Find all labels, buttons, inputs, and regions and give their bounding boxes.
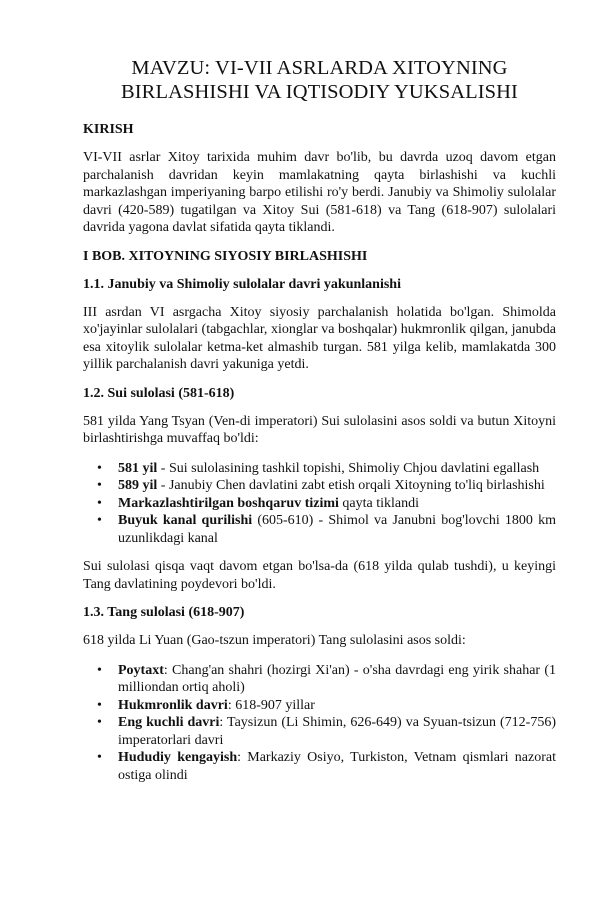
- list-item-bold: Buyuk kanal qurilishi: [118, 513, 253, 528]
- list-item: [83, 662, 556, 697]
- intro-heading: KIRISH: [83, 122, 134, 137]
- list-item-text: : Taysizun (Li Shimin, 626-649) va Syuan-tsizun (712-756) imperatorlari davri: [118, 715, 556, 748]
- list-item-bold: Poytaxt: [118, 662, 164, 678]
- list-item-text: - Sui sulolasining tashkil topishi, Shimoliy Chjou davlatini egallash: [157, 460, 540, 476]
- bullet-icon: •: [97, 750, 102, 765]
- list-item-text: qayta tiklandi: [338, 495, 419, 511]
- list-item-text: - Janubiy Chen davlatini zabt etish orqali Xitoyning to'liq birlashishi: [157, 478, 545, 493]
- section-1-2-heading: 1.2. Sui sulolasi (581-618): [83, 385, 235, 401]
- list-item-text: : 618-907 yillar: [227, 697, 315, 713]
- title-line-2: BIRLASHISHI VA IQTISODIY YUKSALISHI: [120, 81, 518, 103]
- list-item-bold: Markazlashtirilgan boshqaruv tizimi: [118, 495, 339, 511]
- tang-facts-list: [83, 662, 556, 785]
- section-1-2-closing-paragraph: Sui sulolasi qisqa vaqt davom etgan bo'lsa-da (618 yilda qulab tushdi), u keyingi Tang davlatining poydevori bo'ldi.: [83, 559, 556, 592]
- list-item: [83, 477, 556, 495]
- bullet-icon: •: [97, 715, 102, 730]
- section-1-2-paragraph: 581 yilda Yang Tsyan (Ven-di imperatori) Sui sulolasini asos soldi va butun Xitoyni birlashtirishga muvaffaq bo'ldi:: [83, 413, 556, 446]
- section-1-3-paragraph: 618 yilda Li Yuan (Gao-tszun imperatori) Tang sulolasini asos soldi:: [83, 633, 466, 648]
- list-item-bold: Eng kuchli davri: [118, 715, 220, 730]
- section-1-1-paragraph: III asrdan VI asrgacha Xitoy siyosiy parchalanish holatida bo'lgan. Shimolda xo'jayinlar sulolalari (tabgachlar, xionglar va boshqalar) hukmronlik qilgan, janubda esa xitoylik sulolalar ketma-ket almashib turgan. 581 yilga kelib, mamlakatda 300 yillik parchalanish davri yakuniga yetdi.: [83, 304, 556, 372]
- intro-paragraph: VI-VII asrlar Xitoy tarixida muhim davr bo'lib, bu davrda uzoq davom etgan parchalanish davridan keyin mamlakatning qayta birlashishi va kuchli markazlashgan imperiyaning barpo etilishi ro'y berdi. Janubiy va Shimoliy sulolalar davri (420-589) tugatilgan va Xitoy Sui (581-618) va Tang (618-907) sulolalari davrida yagona davlat sifatida qayta tiklandi.: [83, 150, 556, 235]
- bullet-icon: •: [97, 478, 102, 493]
- bullet-icon: •: [97, 697, 102, 713]
- section-1-3-heading: 1.3. Tang sulolasi (618-907): [83, 605, 245, 620]
- list-item: [83, 512, 556, 547]
- list-item-text: : Markaziy Osiyo, Turkiston, Vetnam qismlari nazorat ostiga olindi: [118, 750, 556, 783]
- list-item: [83, 495, 556, 513]
- list-item-bold: Hukmronlik davri: [118, 697, 228, 713]
- bullet-icon: •: [97, 513, 102, 528]
- page-title: [83, 56, 556, 104]
- list-item-bold: 581 yil: [118, 460, 158, 476]
- bullet-icon: •: [97, 662, 102, 678]
- title-line-1: MAVZU: VI-VII ASRLARDA XITOYNING: [131, 57, 508, 79]
- chapter-heading: I BOB. XITOYNING SIYOSIY BIRLASHISHI: [83, 248, 368, 264]
- list-item-text: : Chang'an shahri (hozirgi Xi'an) - o'sha davrdagi eng yirik shahar (1 milliondan ortiq aholi): [118, 662, 556, 695]
- list-item-bold: 589 yil: [118, 478, 158, 493]
- list-item-text: (605-610) - Shimol va Janubni bog'lovchi 1800 km uzunlikdagi kanal: [118, 513, 556, 546]
- list-item: [83, 749, 556, 784]
- bullet-icon: •: [97, 460, 102, 476]
- list-item: [83, 714, 556, 749]
- list-item-bold: Hududiy kengayish: [118, 750, 238, 765]
- document-page: [0, 56, 596, 898]
- list-item: [83, 460, 556, 478]
- bullet-icon: •: [97, 495, 102, 511]
- section-1-1-heading: 1.1. Janubiy va Shimoliy sulolalar davri yakunlanishi: [83, 276, 401, 292]
- sui-facts-list: [83, 460, 556, 548]
- list-item: [83, 697, 556, 715]
